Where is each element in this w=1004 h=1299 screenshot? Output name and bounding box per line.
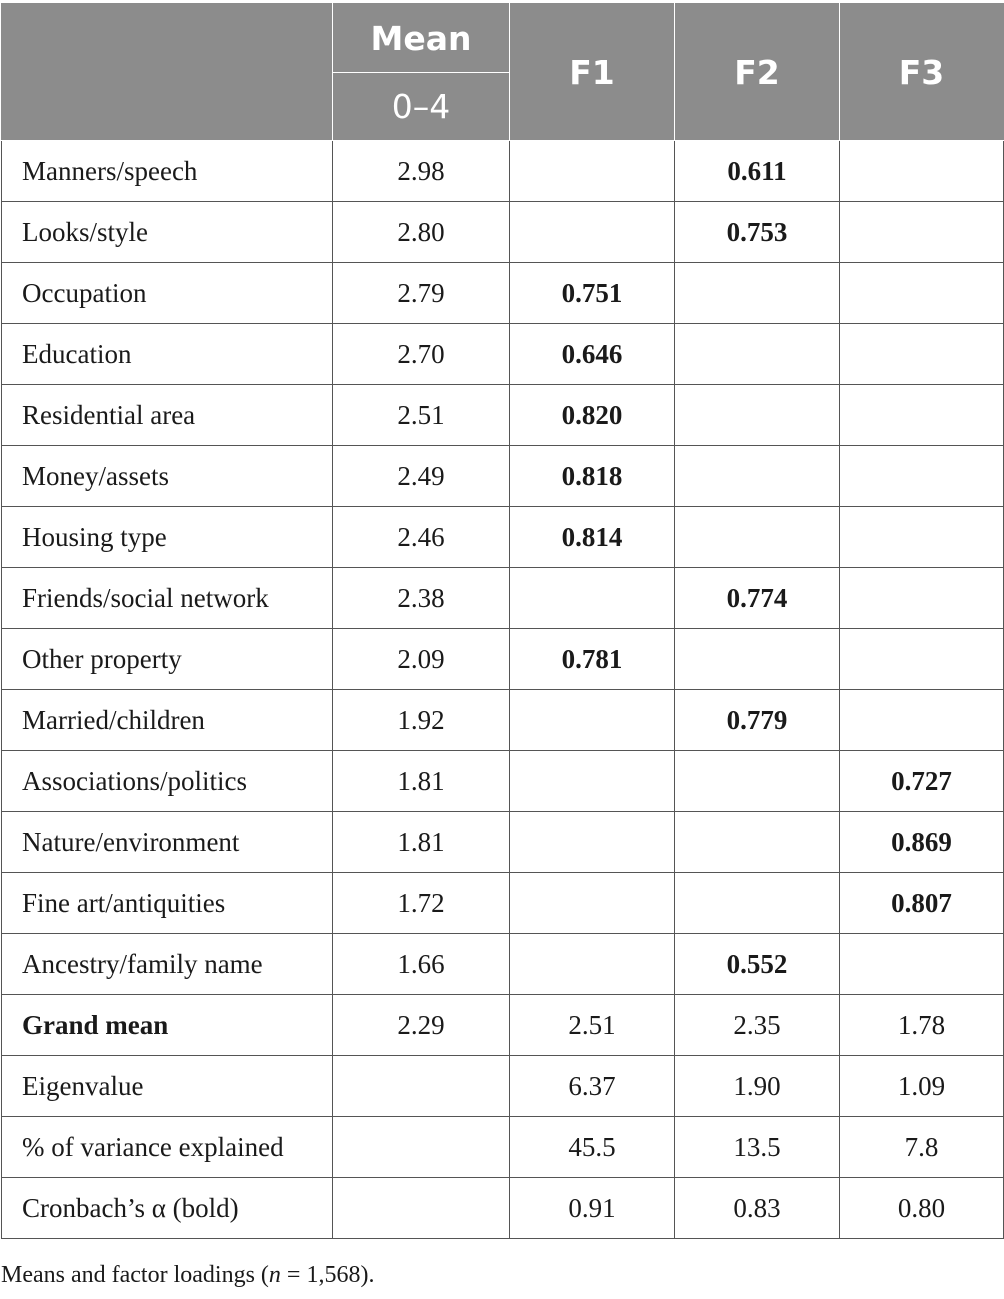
row-label: Education [2, 324, 333, 385]
f3-cell [840, 446, 1004, 507]
mean-cell: 2.51 [333, 385, 510, 446]
mean-cell: 2.29 [333, 995, 510, 1056]
table-header [2, 4, 1004, 141]
footnote-n-symbol: n [268, 1262, 281, 1288]
summary-row-cronbach [2, 1178, 1004, 1239]
mean-cell [333, 1056, 510, 1117]
header-f2: F2 [675, 4, 840, 141]
f3-cell [840, 263, 1004, 324]
f3-cell: 0.807 [840, 873, 1004, 934]
f1-cell [510, 751, 675, 812]
f2-cell [675, 812, 840, 873]
mean-cell: 1.92 [333, 690, 510, 751]
f1-cell: 2.51 [510, 995, 675, 1056]
f2-cell [675, 751, 840, 812]
f1-cell: 45.5 [510, 1117, 675, 1178]
f3-cell [840, 934, 1004, 995]
mean-cell: 1.81 [333, 812, 510, 873]
f1-cell: 0.820 [510, 385, 675, 446]
mean-cell: 2.09 [333, 629, 510, 690]
f2-cell: 0.779 [675, 690, 840, 751]
mean-cell: 2.70 [333, 324, 510, 385]
f2-cell [675, 507, 840, 568]
table-footnote [1, 1262, 374, 1289]
f2-cell: 0.774 [675, 568, 840, 629]
f3-cell: 1.78 [840, 995, 1004, 1056]
table-row [2, 873, 1004, 934]
row-label: Looks/style [2, 202, 333, 263]
row-label: Associations/politics [2, 751, 333, 812]
mean-cell: 2.98 [333, 141, 510, 202]
table-row [2, 812, 1004, 873]
f3-cell: 0.727 [840, 751, 1004, 812]
header-empty-cell [2, 4, 333, 141]
mean-cell: 2.49 [333, 446, 510, 507]
f3-cell [840, 385, 1004, 446]
row-label: Eigenvalue [2, 1056, 333, 1117]
header-f1: F1 [510, 4, 675, 141]
f3-cell [840, 629, 1004, 690]
f3-cell [840, 690, 1004, 751]
mean-cell: 2.46 [333, 507, 510, 568]
f2-cell [675, 324, 840, 385]
header-mean: Mean [333, 4, 510, 73]
f1-cell [510, 812, 675, 873]
mean-cell [333, 1178, 510, 1239]
table-row [2, 324, 1004, 385]
row-label: Ancestry/family name [2, 934, 333, 995]
f2-cell [675, 385, 840, 446]
f1-cell [510, 690, 675, 751]
table-row [2, 568, 1004, 629]
f3-cell [840, 141, 1004, 202]
f1-cell [510, 873, 675, 934]
table-row [2, 507, 1004, 568]
row-label: Cronbach’s α (bold) [2, 1178, 333, 1239]
f2-cell [675, 263, 840, 324]
row-label: Grand mean [2, 995, 333, 1056]
f2-cell: 1.90 [675, 1056, 840, 1117]
f2-cell: 0.83 [675, 1178, 840, 1239]
table-row [2, 141, 1004, 202]
f1-cell: 0.814 [510, 507, 675, 568]
f1-cell: 0.781 [510, 629, 675, 690]
mean-cell: 1.66 [333, 934, 510, 995]
f1-cell [510, 934, 675, 995]
row-label: % of variance explained [2, 1117, 333, 1178]
summary-row-eigenvalue [2, 1056, 1004, 1117]
f2-cell: 0.611 [675, 141, 840, 202]
mean-cell: 1.72 [333, 873, 510, 934]
f2-cell [675, 873, 840, 934]
mean-cell: 2.80 [333, 202, 510, 263]
f1-cell: 0.91 [510, 1178, 675, 1239]
header-mean-range: 0–4 [333, 73, 510, 141]
f2-cell: 0.552 [675, 934, 840, 995]
table-row [2, 385, 1004, 446]
f2-cell [675, 446, 840, 507]
f3-cell [840, 324, 1004, 385]
footnote-suffix: = 1,568). [280, 1262, 375, 1288]
summary-row-grand-mean [2, 995, 1004, 1056]
table-row [2, 690, 1004, 751]
table-row [2, 202, 1004, 263]
f3-cell [840, 568, 1004, 629]
f3-cell: 1.09 [840, 1056, 1004, 1117]
f1-cell [510, 568, 675, 629]
table-row [2, 629, 1004, 690]
header-f3: F3 [840, 4, 1004, 141]
table-row [2, 751, 1004, 812]
f1-cell: 0.751 [510, 263, 675, 324]
summary-row-variance [2, 1117, 1004, 1178]
f2-cell [675, 629, 840, 690]
f1-cell: 0.646 [510, 324, 675, 385]
table-row [2, 446, 1004, 507]
row-label: Residential area [2, 385, 333, 446]
f3-cell: 0.869 [840, 812, 1004, 873]
mean-cell: 2.38 [333, 568, 510, 629]
row-label: Occupation [2, 263, 333, 324]
f2-cell: 13.5 [675, 1117, 840, 1178]
f1-cell: 6.37 [510, 1056, 675, 1117]
f3-cell [840, 507, 1004, 568]
footnote-prefix: Means and factor loadings ( [1, 1262, 269, 1288]
f3-cell [840, 202, 1004, 263]
f1-cell [510, 202, 675, 263]
row-label: Nature/environment [2, 812, 333, 873]
row-label: Fine art/antiquities [2, 873, 333, 934]
table-body [2, 141, 1004, 1239]
mean-cell [333, 1117, 510, 1178]
table-row [2, 263, 1004, 324]
factor-loadings-table [1, 3, 1004, 1239]
row-label: Money/assets [2, 446, 333, 507]
f2-cell: 0.753 [675, 202, 840, 263]
row-label: Married/children [2, 690, 333, 751]
f3-cell: 7.8 [840, 1117, 1004, 1178]
f3-cell: 0.80 [840, 1178, 1004, 1239]
mean-cell: 2.79 [333, 263, 510, 324]
row-label: Housing type [2, 507, 333, 568]
row-label: Manners/speech [2, 141, 333, 202]
f2-cell: 2.35 [675, 995, 840, 1056]
mean-cell: 1.81 [333, 751, 510, 812]
row-label: Friends/social network [2, 568, 333, 629]
table-row [2, 934, 1004, 995]
f1-cell [510, 141, 675, 202]
row-label: Other property [2, 629, 333, 690]
f1-cell: 0.818 [510, 446, 675, 507]
